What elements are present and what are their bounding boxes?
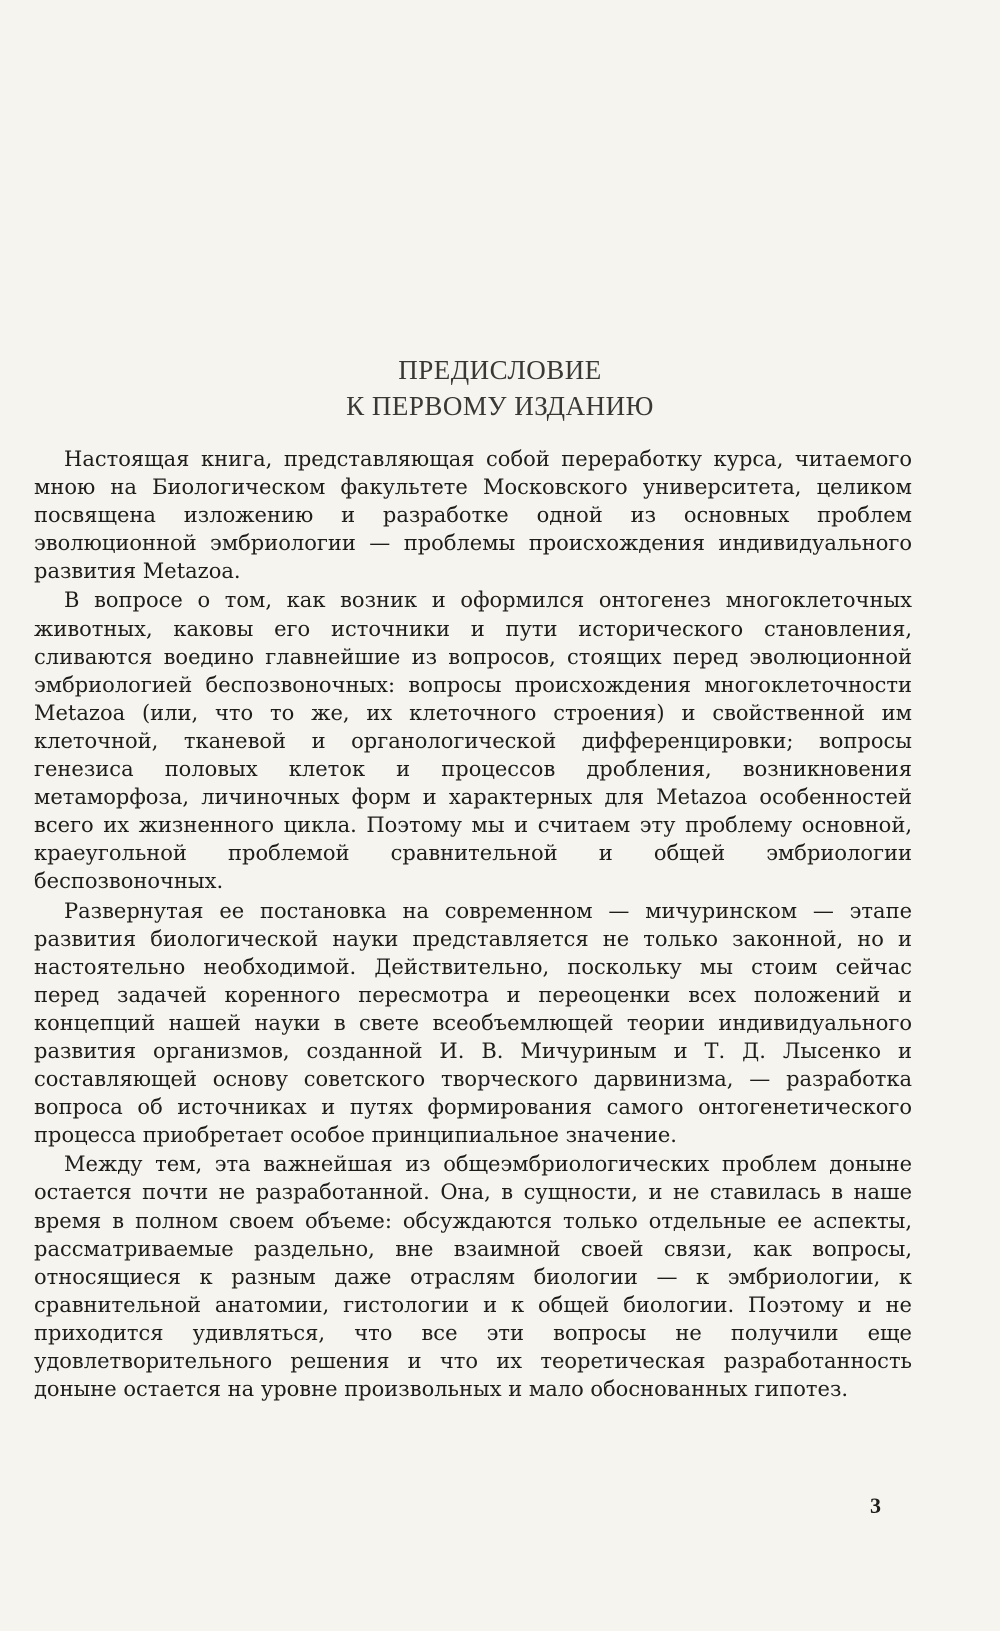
heading-line-1: ПРЕДИСЛОВИЕ: [398, 355, 602, 385]
paragraph-4: Между тем, эта важнейшая из общеэмбриологических проблем доныне остается почти не разработанной. Она, в сущности, и не ставилась в наше время в полном своем объеме: обсуждаются только отдельные ее аспекты, рассматриваемые раздельно, вне взаимной своей связи, как вопросы, относящиеся к разным даже отраслям биологии — к эмбриологии, к сравнительной анатомии, гистологии и к общей биологии. Поэтому и не приходится удивляться, что все эти вопросы не получили еще удовлетворительного решения и что их теоретическая разработанность доныне остается на уровне произвольных и мало обоснованных гипотез.: [34, 1152, 912, 1402]
heading-line-2: К ПЕРВОМУ ИЗДАНИЮ: [346, 391, 654, 421]
paragraph-1: Настоящая книга, представляющая собой переработку курса, читаемого мною на Биологическом факультете Московского университета, целиком посвящена изложению и разработке одной из основных проблем эволюционной эмбриологии — проблемы происхождения индивидуального развития Metazoa.: [34, 447, 912, 584]
body-text: [34, 445, 912, 1403]
chapter-heading: [0, 352, 1000, 424]
paragraph-3: Развернутая ее постановка на современном — мичуринском — этапе развития биологической науки представляется не только законной, но и настоятельно необходимой. Действительно, поскольку мы стоим сейчас перед задачей коренного пересмотра и переоценки всех положений и концепций нашей науки в свете всеобъемлющей теории индивидуального развития организмов, созданной И. В. Мичуриным и Т. Д. Лысенко и составляющей основу советского творческого дарвинизма, — разработка вопроса об источниках и путях формирования самого онтогенетического процесса приобретает особое принципиальное значение.: [34, 898, 912, 1148]
paragraph-2: В вопросе о том, как возник и оформился онтогенез многоклеточных животных, каковы его источники и пути исторического становления, сливаются воедино главнейшие из вопросов, стоящих перед эволюционной эмбриологией беспозвоночных: вопросы происхождения многоклеточности Metazoa (или, что то же, их клеточного строения) и свойственной им клеточной, тканевой и органологической дифференцировки; вопросы генезиса половых клеток и процессов дробления, возникновения метаморфоза, личиночных форм и характерных для Metazoa особенностей всего их жизненного цикла. Поэтому мы и считаем эту проблему основной, краеугольной проблемой сравнительной и общей эмбриологии беспозвоночных.: [34, 588, 912, 894]
page-number: 3: [870, 1493, 881, 1518]
